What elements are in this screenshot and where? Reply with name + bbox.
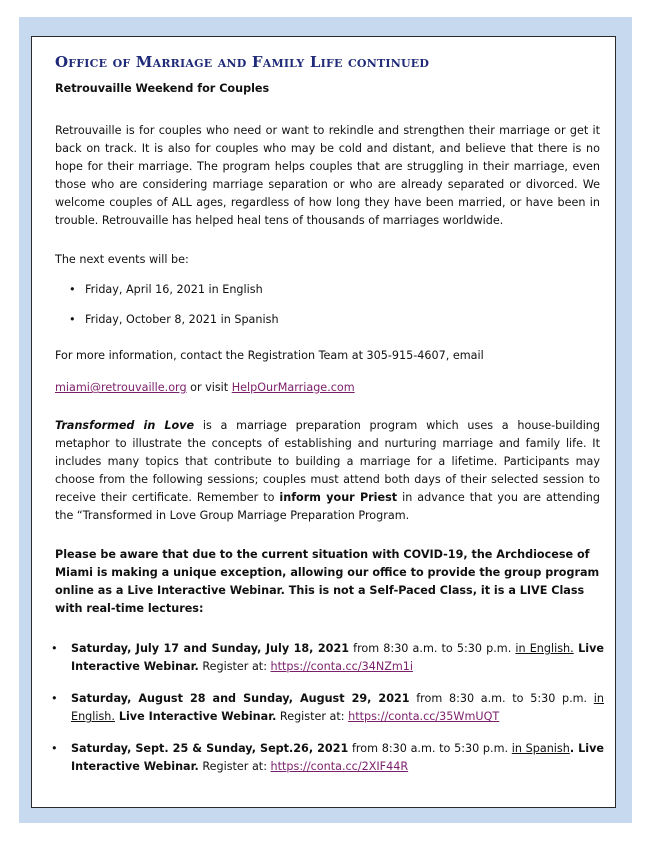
contact-links <box>55 379 600 397</box>
til-body-1: is a marriage preparation program which uses a house-building metaphor to illustrate the concepts of establishing and nurturing marriage and family life. It includes many topics that contribute to building a marriage for a lifetime. Participants may choose from the following sessions; couples must attend both days of their selected session to receive their certificate. Remember to <box>55 419 600 504</box>
website-link[interactable]: HelpOurMarriage.com <box>231 381 355 394</box>
session-time: from 8:30 a.m. to 5:30 p.m. <box>349 642 516 655</box>
register-label: Register at: <box>198 760 271 773</box>
or-visit-text: or visit <box>186 381 232 394</box>
retrouvaille-title: Retrouvaille Weekend for Couples <box>55 82 270 95</box>
session-dates: Saturday, August 28 and Sunday, August 29, 2021 <box>71 692 410 705</box>
session-language: in Spanish <box>511 742 570 755</box>
session-format: . Live Interactive Webinar. <box>71 742 604 773</box>
program-name: Transformed in Love <box>55 419 195 432</box>
session-item <box>51 740 604 776</box>
register-label: Register at: <box>198 660 271 673</box>
session-format: Live Interactive Webinar. <box>71 642 604 673</box>
page-heading: Office of Marriage and Family Life continued <box>55 53 430 71</box>
til-body-2: in advance that you are attending the “Transformed in Love Group Marriage Preparation Program. <box>55 491 600 522</box>
event-item: • Friday, April 16, 2021 in English <box>55 281 600 299</box>
events-intro: The next events will be: <box>55 253 189 266</box>
transformed-in-love-description <box>55 417 600 525</box>
session-item <box>51 640 604 676</box>
session-dates: Saturday, July 17 and Sunday, July 18, 2021 <box>71 642 350 655</box>
contact-text: For more information, contact the Registration Team at 305-915-4607, email <box>55 349 484 362</box>
session-format: Live Interactive Webinar. <box>114 710 277 723</box>
register-link[interactable]: https://conta.cc/35WmUQT <box>348 710 500 723</box>
inform-priest-text: inform your Priest <box>279 491 398 504</box>
register-label: Register at: <box>276 710 349 723</box>
session-language: in English. <box>515 642 574 655</box>
register-link[interactable]: https://conta.cc/2XIF44R <box>270 760 409 773</box>
register-link[interactable]: https://conta.cc/34NZm1i <box>270 660 413 673</box>
session-item <box>51 690 604 726</box>
events-list <box>55 281 600 329</box>
page-content <box>55 52 604 790</box>
session-language: in English. <box>71 692 604 723</box>
retrouvaille-description: Retrouvaille is for couples who need or want to rekindle and strengthen their marriage or get it back on track. It is also for couples who may be cold and distant, and believe that there is no hope for their marriage. The program helps couples that are struggling in their marriage, even those who are considering marriage separation or who are already separated or divorced. We welcome couples of ALL ages, regardless of how long they have been married, or have been in trouble. Retrouvaille has helped heal tens of thousands of marriages worldwide. <box>55 124 600 227</box>
session-time: from 8:30 a.m. to 5:30 p.m. <box>409 692 594 705</box>
email-link[interactable]: miami@retrouvaille.org <box>55 381 187 394</box>
covid-notice: Please be aware that due to the current situation with COVID-19, the Archdiocese of Miami is making a unique exception, allowing our office to provide the group program online as a Live Interactive Webinar. This is not a Self-Paced Class, it is a LIVE Class with real-time lectures: <box>55 548 600 615</box>
session-dates: Saturday, Sept. 25 & Sunday, Sept.26, 2021 <box>71 742 349 755</box>
session-time: from 8:30 a.m. to 5:30 p.m. <box>348 742 512 755</box>
event-item: • Friday, October 8, 2021 in Spanish <box>55 311 600 329</box>
sessions-list <box>51 640 604 776</box>
